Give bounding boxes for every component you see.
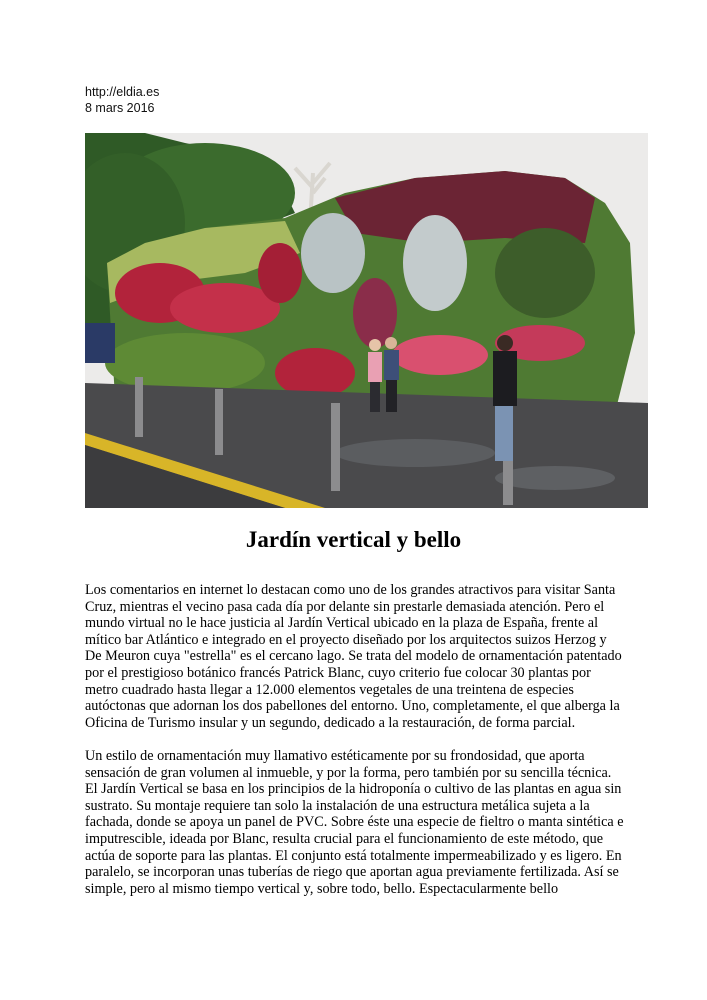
article-photo: [85, 133, 648, 508]
article-title: Jardín vertical y bello: [245, 527, 462, 552]
article-body: [85, 582, 625, 914]
vertical-garden-illustration: [85, 133, 648, 508]
article-paragraph: Los comentarios en internet lo destacan como uno de los grandes atractivos para visitar Santa Cruz, mientras el vecino pasa cada día por delante sin prestarle demasiada atención. Pero el mundo virtual no le hace justicia al Jardín Vertical ubicado en la plaza de España, frente al mítico bar Atlántico e integrado en el proyecto diseñado por los arquitectos suizos Herzog y De Meuron cuya "estrella" es el cercano lago. Se trata del modelo de ornamentación patentado por el prestigioso botánico francés Patrick Blanc, cuyo criterio fue colocar 30 plantas por metro cuadrado hasta llegar a 12.000 elementos vegetales de una treintena de especies autóctonas que adornan los dos pabellones del entorno. Uno, completamente, el que alberga la Oficina de Turismo insular y un segundo, dedicado a la restauración, de forma parcial.: [85, 582, 622, 731]
source-url: http://eldia.es: [85, 85, 160, 99]
source-meta: [85, 84, 159, 116]
article-paragraph: Un estilo de ornamentación muy llamativo estéticamente por su frondosidad, que aporta sensación de gran volumen al inmueble, y por la forma, pero también por su sencilla técnica. El Jardín Vertical se basa en los principios de la hidroponía o cultivo de las plantas en agua sin sustrato. Su montaje requiere tan solo la instalación de una estructura metálica sujeta a la fachada, donde se apoya un panel de PVC. Sobre éste una especie de fieltro o manta sintética e imputrescible, ideada por Blanc, resulta crucial para el funcionamiento de este método, que actúa de soporte para las plantas. El conjunto está totalmente impermeabilizado y es ligero. En paralelo, se incorporan unas tuberías de riego que aportan agua previamente fertilizada. Así se simple, pero al mismo tiempo vertical y, sobre todo, bello. Espectacularmente bello: [85, 747, 624, 897]
source-date: 8 mars 2016: [85, 101, 155, 115]
